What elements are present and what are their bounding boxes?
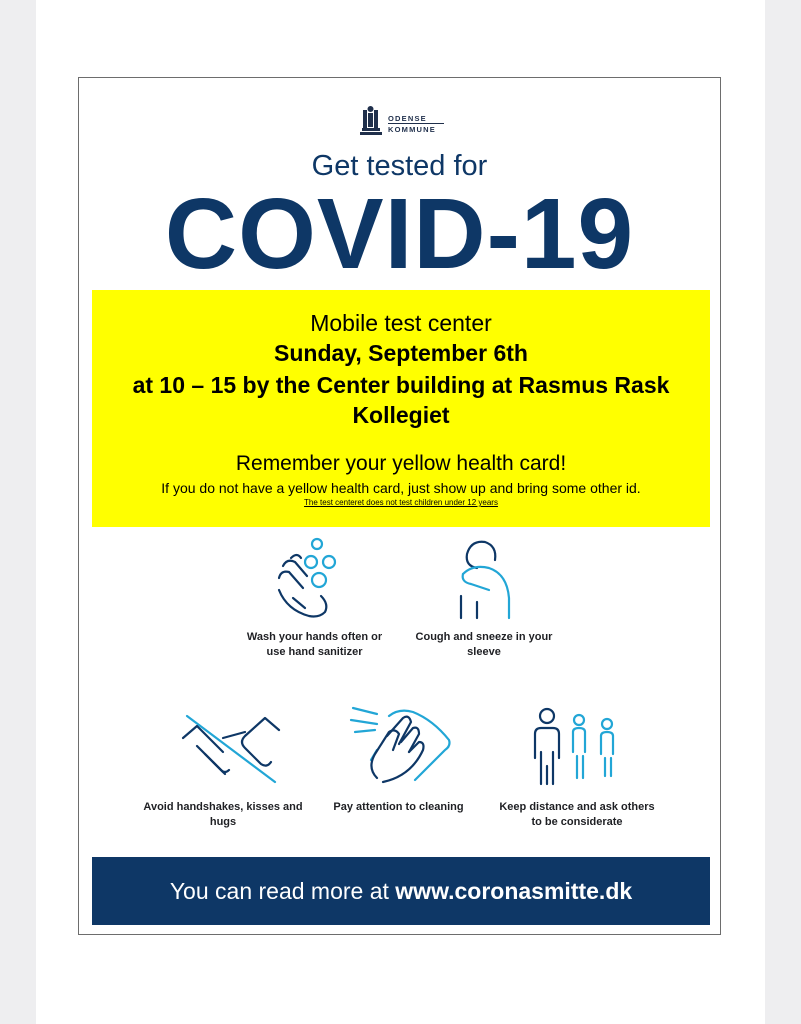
info-box	[92, 290, 710, 527]
hand-wash-icon	[269, 536, 349, 622]
distance-icon	[529, 706, 625, 788]
logo-rule	[388, 123, 444, 124]
tip-label-cough-sleeve: Cough and sneeze in your sleeve	[415, 631, 553, 658]
info-reminder: Remember your yellow health card!	[235, 452, 567, 475]
cough-sleeve-icon	[449, 538, 521, 620]
info-time-location: at 10 – 15 by the Center building at Rasmus Rask Kollegiet	[132, 372, 670, 428]
footer-link[interactable]: www.coronasmitte.dk	[395, 878, 633, 904]
info-date: Sunday, September 6th	[274, 340, 528, 366]
tip-label-cleaning: Pay attention to cleaning	[333, 801, 464, 813]
cleaning-icon	[347, 702, 457, 788]
intro-text: Get tested for	[311, 150, 488, 182]
headline: COVID-19	[164, 178, 635, 290]
tip-label-wash-hands: Wash your hands often or use hand sanitizer	[246, 631, 383, 658]
info-children-note: The test centeret does not test children under 12 years	[304, 498, 498, 507]
info-line1: Mobile test center	[310, 310, 492, 336]
logo-text-line1: ODENSE	[388, 114, 427, 123]
coat-of-arms-icon	[359, 104, 385, 136]
footer-banner	[92, 857, 710, 925]
poster	[78, 77, 721, 935]
tip-label-avoid-handshakes: Avoid handshakes, kisses and hugs	[143, 801, 303, 828]
no-handshake-icon	[179, 710, 283, 788]
tip-label-keep-distance: Keep distance and ask others to be considerate	[499, 801, 655, 828]
footer-prefix: You can read more at	[169, 878, 396, 904]
logo-text-line2: KOMMUNE	[388, 125, 436, 134]
odense-kommune-logo	[359, 104, 459, 140]
info-id-note: If you do not have a yellow health card, just show up and bring some other id.	[161, 480, 641, 496]
